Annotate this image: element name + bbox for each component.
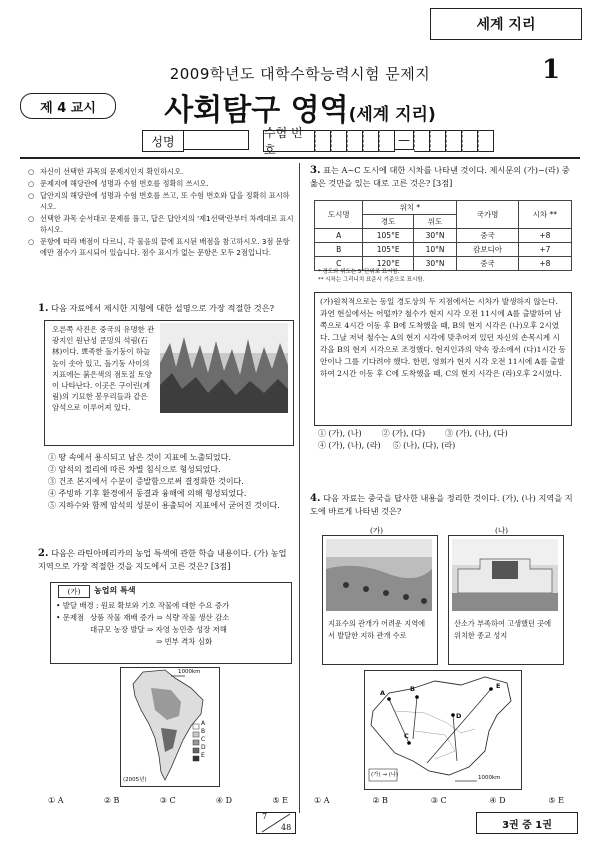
legend-label: B — [201, 728, 206, 735]
table-cell: 105°E — [363, 229, 413, 243]
stone-forest-photo — [160, 323, 288, 413]
question-number: 3. — [310, 165, 321, 176]
legend-label: E — [201, 752, 205, 759]
main-title-sub: (세계 지리) — [348, 105, 436, 125]
instruction-item — [28, 213, 294, 235]
q1-options — [48, 452, 294, 512]
karez-photo — [326, 539, 432, 611]
map-point-e: E — [496, 682, 501, 690]
exam-no-digit[interactable] — [414, 130, 430, 152]
answer-option[interactable]: ⑤ 지하수와 함께 암석의 성분이 용출되어 지표에서 굳어진 것이다. — [48, 501, 280, 510]
instruction-item — [28, 178, 294, 189]
table-cell: +8 — [518, 229, 571, 243]
answer-option[interactable]: ① A — [48, 796, 64, 805]
bullet: ○ — [28, 214, 35, 223]
instruction-text: 문항에 따라 배점이 다르니, 각 물음의 끝에 표시된 배점을 참고하시오. 3점 문항에만 점수가 표시되어 있습니다. 점수 표시가 없는 문항은 모두 2점입니다. — [40, 237, 290, 257]
table-cell: A — [315, 229, 363, 243]
q4-map-legend: (가) → (나) — [371, 772, 399, 778]
q4-map-scale: 1000km — [478, 775, 501, 781]
exam-no-label: 수험 번호 — [263, 130, 315, 152]
answer-option[interactable]: ⑤ E — [272, 796, 288, 805]
answer-option[interactable]: ② B — [372, 796, 388, 805]
box-line: 상품 작물 재배 증가 ⇒ 식량 작물 생산 감소 — [90, 613, 230, 622]
bullet: ○ — [28, 191, 35, 200]
legend-label: C — [201, 736, 206, 743]
instructions — [28, 166, 294, 259]
box-line: • 발달 배경 : 원료 확보와 기호 작물에 대한 수요 증가 — [56, 601, 230, 610]
exam-no-digit[interactable] — [478, 130, 494, 152]
instruction-item — [28, 166, 294, 177]
instruction-item — [28, 190, 294, 212]
table-header: 위도 — [413, 215, 456, 229]
question-number: 1. — [38, 303, 49, 314]
footnote: ** 시차는 그리니치 표준시 기준으로 표시함. — [318, 277, 425, 283]
potala-palace-photo — [452, 539, 558, 611]
answer-option[interactable]: ① A — [314, 796, 330, 805]
table-cell: 중국 — [457, 257, 519, 271]
table-cell: 120°E — [363, 257, 413, 271]
q4-caption-a: 지표수의 관개가 어려운 지역에서 발달한 지하 관개 수로 — [328, 619, 426, 640]
answer-option[interactable]: ④ 주빙하 기후 환경에서 동결과 융해에 의해 형성되었다. — [48, 489, 247, 498]
volume-label: 3권 중 1권 — [476, 812, 578, 834]
legend-label: D — [201, 744, 206, 751]
answer-option[interactable]: ⑤ E — [548, 796, 564, 805]
table-header: 도시명 — [315, 201, 363, 229]
box-line: ⇒ 빈부 격차 심화 — [156, 637, 213, 646]
q2-map-legend — [201, 720, 206, 760]
question-4-stem — [310, 492, 576, 517]
answer-option[interactable]: ③ 건조 본지에서 수분이 증발함으로써 결정화한 것이다. — [48, 477, 244, 486]
table-cell: +7 — [518, 243, 571, 257]
table-cell: 105°E — [363, 243, 413, 257]
exam-no-digit[interactable] — [315, 130, 331, 152]
main-title-text: 사회탐구 영역 — [164, 93, 349, 128]
bullet: ○ — [28, 179, 35, 188]
exam-no-digit[interactable] — [331, 130, 347, 152]
instruction-item — [28, 236, 294, 258]
q2-map-year: (2005년) — [123, 777, 147, 783]
map-point-b: B — [410, 685, 415, 693]
table-header: 시차 ** — [518, 201, 571, 229]
q2-map-scale: 1000km — [178, 669, 201, 675]
instruction-text: 문제지에 해당란에 성명과 수험 번호를 정확히 쓰시오. — [40, 179, 209, 188]
box-line: 대규모 농장 발달 ⇒ 자영 농민층 성장 저해 — [90, 625, 227, 634]
exam-no-digit[interactable] — [446, 130, 462, 152]
q4-caption-b: 산소가 부족하여 고생했던 곳에 위치한 종교 성지 — [454, 619, 552, 640]
answer-option[interactable]: ③ C — [430, 796, 447, 805]
answer-option[interactable]: ① 땅 속에서 용식되고 남은 것이 지표에 노출되었다. — [48, 453, 231, 462]
answer-option[interactable]: ④ D — [489, 796, 506, 805]
exam-no-digit[interactable] — [347, 130, 363, 152]
period-badge: 제 4 교시 — [20, 93, 116, 119]
q3-footnotes — [318, 268, 424, 284]
table-cell: C — [315, 257, 363, 271]
question-text: 다음은 라틴아메리카의 농업 특색에 관한 학습 내용이다. (가) 농업 지역으로 가장 적절한 것을 지도에서 고른 것은? [3점] — [38, 548, 287, 571]
question-number: 4. — [310, 493, 321, 504]
question-text: 다음 자료는 중국을 답사한 내용을 정리한 것이다. (가), (나) 지역을 지도에 바르게 나타낸 것은? — [310, 493, 573, 516]
table-row — [315, 243, 572, 257]
main-title — [0, 85, 600, 129]
q4-label-b: (나) — [495, 526, 509, 535]
q4-label-a: (가) — [370, 526, 384, 535]
question-1-stem — [38, 302, 294, 315]
exam-no-digit[interactable] — [462, 130, 478, 152]
table-cell: +8 — [518, 257, 571, 271]
exam-no-digit[interactable] — [379, 130, 395, 152]
table-header: 위치 * — [363, 201, 457, 215]
table-cell: 캄보디아 — [457, 243, 519, 257]
answer-option[interactable]: ③ C — [159, 796, 176, 805]
q3-passage: (가)원칙적으로는 동일 경도상의 두 지점에서는 시차가 발생하지 않는다. 과연 현실에서는 어떨까? 철수가 현지 시각 오전 11시에 A를 출발하여 남쪽으로 4시간 이동 후 B에 도착했을 때, B의 현지 시각은 (나)오후 2시였다. 그날 저녁 철수는 A의 현지 시각에 맞추어져 있던 자신의 손목시계 시각을 B의 현지 시각으로 조정했다. 현지인과의 약속 장소에서 (다)1시간 동안이나 그를 기다려야 했다. 한편, 영희가 현지 시각 오전 11시에 A를 출발하여 2시간 이동 후 C에 도착했을 때, C의 현지 시각은 (라)오후 2시였다. — [320, 297, 566, 378]
q1-passage: 오른쪽 사진은 중국의 유명한 관광지인 원난성 쿤밍의 석림(石林)이다. 뾰족한 돌기둥이 하늘 높이 솟아 있고, 돌기둥 사이의 지표에는 붉은색의 점토질 토양이 나타난다. 이곳은 구이린(계림)의 기묘한 봉우리들과 같은 암석으로 이루어져 있다. — [52, 325, 155, 413]
answer-option[interactable]: ① (가), (나) — [318, 429, 362, 438]
q2-answers — [48, 795, 288, 807]
q3-answers — [318, 428, 574, 452]
name-label: 성명 — [142, 130, 184, 152]
table-cell: 중국 — [457, 229, 519, 243]
id-bar — [142, 126, 494, 157]
exam-no-digit[interactable] — [430, 130, 446, 152]
table-row — [315, 229, 572, 243]
subject-tab — [430, 8, 582, 40]
footnote: * 경도와 위도는 5°단위로 표시함. — [318, 269, 400, 275]
question-text: 표는 A~C 도시에 대한 시차를 나타낸 것이다. 제시문의 (가)~(라) 중 옳은 것만을 있는 대로 고른 것은? [3점] — [310, 165, 570, 188]
map-point-a: A — [380, 689, 386, 697]
map-point-d: D — [456, 712, 462, 720]
current-page: 7 — [262, 812, 268, 821]
bullet: ○ — [28, 167, 35, 176]
instruction-text: 선택한 과목 순서대로 문제를 풀고, 답은 답안지의 '제1선택'란부터 차례대로 표시하시오. — [40, 214, 294, 234]
q3-table — [314, 200, 572, 271]
answer-option[interactable]: ③ (가), (나), (다) — [445, 429, 508, 438]
answer-option[interactable]: ② B — [103, 796, 120, 805]
legend-label: A — [201, 720, 206, 727]
q2-box-content — [56, 600, 288, 648]
table-cell: 10°N — [413, 243, 456, 257]
answer-option[interactable]: ④ D — [215, 796, 233, 805]
table-header: 국가명 — [457, 201, 519, 229]
instruction-text: 답안지의 해당란에 성명과 수험 번호를 쓰고, 또 수험 번호와 답을 정확히 표시하시오. — [40, 191, 290, 211]
q4-answers — [314, 795, 564, 807]
box-line: • 문제점 — [56, 613, 85, 622]
answer-option[interactable]: ② 암석의 절리에 따른 차별 침식으로 형성되었다. — [48, 465, 221, 474]
exam-title: 2009학년도 대학수학능력시험 문제지 — [169, 65, 431, 83]
table-cell: 30°N — [413, 229, 456, 243]
table-cell: 30°N — [413, 257, 456, 271]
q2-box-title: 농업의 특색 — [94, 586, 136, 595]
question-text: 다음 자료에서 제시한 지형에 대한 설명으로 가장 적절한 것은? — [51, 303, 275, 313]
question-number: 2. — [38, 548, 49, 559]
table-header: 경도 — [363, 215, 413, 229]
q2-box-tag: (가) — [58, 585, 90, 598]
question-3-stem — [310, 164, 576, 189]
total-pages: 48 — [281, 823, 292, 832]
map-point-c: C — [404, 732, 409, 740]
answer-option[interactable]: ⑤ (나), (다), (라) — [392, 441, 456, 450]
column-divider — [299, 163, 300, 813]
answer-option[interactable]: ④ (가), (나), (라) — [318, 441, 381, 450]
answer-option[interactable]: ② (가), (다) — [381, 429, 426, 438]
page-number: 1 — [542, 55, 561, 85]
subject-label: 세계 지리 — [476, 17, 536, 33]
exam-no-digit[interactable] — [363, 130, 379, 152]
name-field[interactable] — [184, 130, 249, 150]
question-2-stem — [38, 547, 294, 572]
header-rule — [20, 157, 580, 159]
exam-no-dash: — — [395, 130, 414, 150]
bullet: ○ — [28, 237, 35, 246]
table-cell: B — [315, 243, 363, 257]
instruction-text: 자신이 선택한 과목의 문제지인지 확인하시오. — [40, 167, 184, 176]
